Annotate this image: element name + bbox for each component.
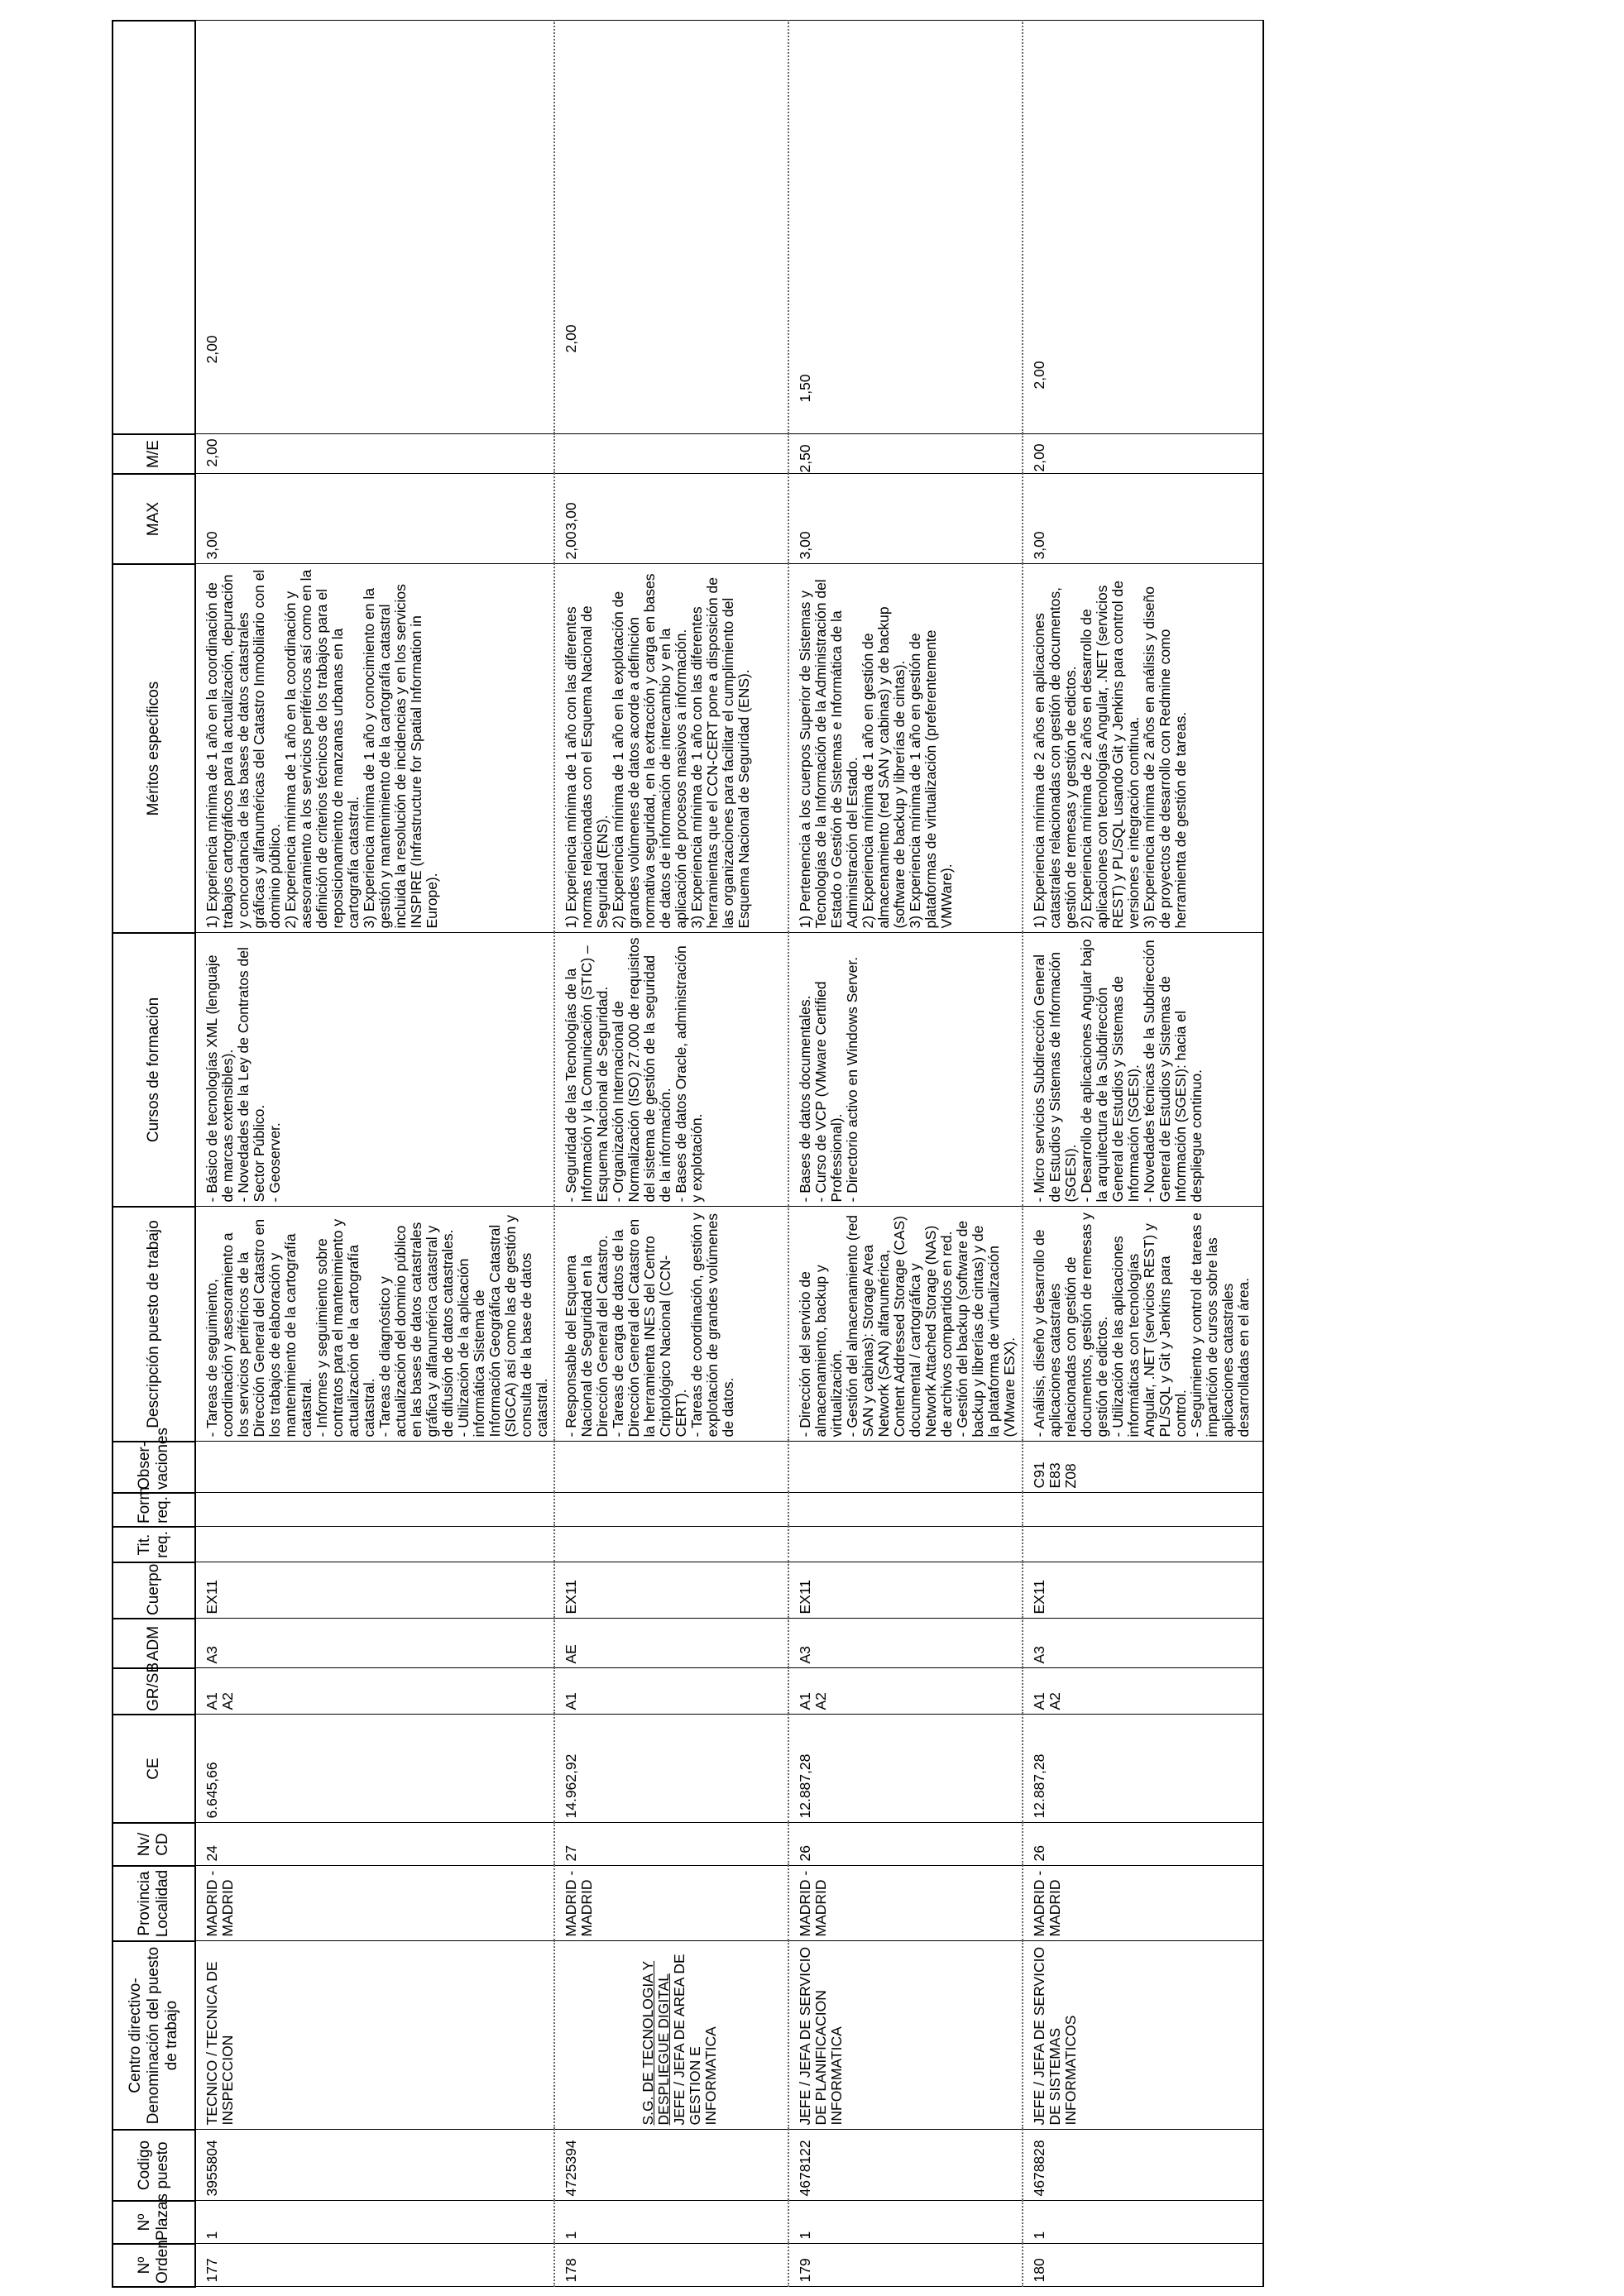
cell-obs: [195, 1442, 554, 1493]
cell-form: [1023, 1493, 1263, 1527]
max-value: 3,00: [797, 531, 813, 560]
cell-obs: C91 E83 Z08: [1023, 1442, 1263, 1493]
header-orden: Nº Orden: [113, 2244, 195, 2287]
cell-form: [195, 1493, 554, 1527]
cell-cuerpo: EX11: [554, 1562, 788, 1619]
cell-tit: [788, 1527, 1023, 1562]
cell-adm: A3: [1023, 1619, 1263, 1668]
cell-obs: [554, 1442, 788, 1493]
cell-desc: - Dirección del servicio de almacenamiento, backup y virtualización. - Gestión del almacenamiento (red SAN y cabinas): Storage Area Network (SAN) alfanumérica, Content Addressed Storage (CAS) documental / cartográfica y Network Attached Storage (NAS) de archivos compartidos en red. - Gestión del backup (software de backup y librerías de cintas) y de la plataforma de virtualización (VMware ESX).: [788, 1207, 1023, 1442]
cell-meritos: 1) Experiencia mínima de 1 año en la coordinación de trabajos cartográficos para la actualización, depuración y concordancia de las bases de datos catastrales gráficas y alfanuméricas del Catastro Inmobiliario con el dominio público. 2) Experiencia mínima de 1 año en la coordinación y asesoramiento a los servicios periféricos así como en la definición de criterios técnicos de los trabajos para el reposicionamiento de manzanas urbanas en la cartografía catastral. 3) Experiencia mínima de 1 año y conocimiento en la gestión y mantenimiento de la cartografía catastral incluida la resolución de incidencias y en los servicios INSPIRE (Infrastructure for Spatial Information in Europe).: [195, 564, 554, 933]
header-ce: CE: [113, 1715, 195, 1823]
header-form: Form. req.: [113, 1493, 195, 1527]
cell-blank: [1023, 21, 1263, 434]
header-provincia: Provincia Localidad: [113, 1866, 195, 1941]
cell-plazas: 1: [554, 2201, 788, 2244]
job-positions-table: [112, 20, 1264, 2288]
header-meritos: Méritos específicos: [113, 564, 195, 933]
header-max: MAX: [113, 474, 195, 564]
puesto-name: JEFE / JEFA DE AREA DE GESTION E INFORMATICA: [671, 1954, 719, 2126]
cell-me: [1023, 434, 1263, 474]
cell-adm: A3: [788, 1619, 1023, 1668]
header-nivel: Nv/ CD: [113, 1823, 195, 1866]
cell-desc: - Tareas de seguimiento, coordinación y asesoramiento a los servicios periféricos de la Dirección General del Catastro en los trabajos de elaboración y mantenimiento de la cartografía catastral. - Informes y seguimiento sobre contratos para el mantenimiento y actualización de la cartografía catastral. - Tareas de diagnóstico y actualización del dominio público en las bases de datos catastrales gráfica y alfanumérica catastral y de difusión de datos catastrales. - Utilización de la aplicación informática Sistema de Información Geográfica Catastral (SIGCA) así como las de gestión y consulta de la base de datos catastral.: [195, 1207, 554, 1442]
table-row: [788, 21, 1023, 2287]
cell-codigo: 4725394: [554, 2130, 788, 2201]
max-value: 3,00: [204, 531, 220, 560]
cell-form: [788, 1493, 1023, 1527]
cell-orden: 177: [195, 2244, 554, 2287]
header-tit: Tit. req.: [113, 1527, 195, 1562]
table-row: [554, 21, 788, 2287]
cell-grsb: A1 A2: [195, 1668, 554, 1715]
puesto-name: JEFE / JEFA DE SERVICIO DE SISTEMAS INFORMATICOS: [1031, 1946, 1079, 2126]
cell-cuerpo: EX11: [195, 1562, 554, 1619]
cell-provincia: MADRID - MADRID: [1023, 1866, 1263, 1941]
cell-provincia: MADRID - MADRID: [195, 1866, 554, 1941]
header-me: M/E: [113, 434, 195, 474]
cell-obs: [788, 1442, 1023, 1493]
cell-cursos: - Bases de datos documentales. - Curso de VCP (VMware Certified Professional). - Directorio activo en Windows Server.: [788, 933, 1023, 1207]
cell-me: [195, 434, 554, 474]
cell-adm: A3: [195, 1619, 554, 1668]
cell-blank: [554, 21, 788, 434]
header-desc: Descripción puesto de trabajo: [113, 1207, 195, 1442]
cell-desc: - Análisis, diseño y desarrollo de aplicaciones catastrales relacionadas con gestión de documentos, gestión de remesas y gestión de edictos. - Utilización de las aplicaciones informáticas con tecnologías Angular, .NET (servicios REST) y PL/SQL y Git y Jenkins para control. - Seguimiento y control de tareas e impartición de cursos sobre las aplicaciones catastrales desarrolladas en el área.: [1023, 1207, 1263, 1442]
cell-meritos: 1) Experiencia mínima de 2 años en aplicaciones catastrales relacionadas con gestión de documentos, gestión de remesas y gestión de edictos. 2) Experiencia mínima de 2 años en desarrollo de aplicaciones con tecnologías Angular, .NET (servicios REST) y PL/SQL usando Git y Jenkins para control de versiones e integración continua. 3) Experiencia mínima de 2 años en análisis y diseño de proyectos de desarrollo con Redmine como herramienta de gestión de tareas.: [1023, 564, 1263, 933]
cell-codigo: 4678122: [788, 2130, 1023, 2201]
cell-me: [788, 434, 1023, 474]
cell-codigo: 3955804: [195, 2130, 554, 2201]
cell-me: [554, 434, 788, 474]
cell-ce: 6.645,66: [195, 1715, 554, 1823]
cell-adm: AE: [554, 1619, 788, 1668]
header-plazas: Nº Plazas: [113, 2201, 195, 2244]
cell-centro: [554, 1941, 788, 2130]
cell-max: 2,00 3,00 2,00: [554, 474, 788, 564]
header-blank: [113, 21, 195, 434]
table-row: [1023, 21, 1263, 2287]
cell-cursos: - Básico de tecnologías XML (lenguaje de marcas extensibles). - Novedades de la Ley de Contratos del Sector Público. - Geoserver.: [195, 933, 554, 1207]
header-obs: Obser- vaciones: [113, 1442, 195, 1493]
cell-cursos: - Seguridad de las Tecnologías de la Información y la Comunicación (STIC) – Esquema Nacional de Seguridad. - Organización Internacional de Normalización (ISO) 27.000 de requisitos del sistema de gestión de la seguridad de la información. - Bases de datos Oracle, administración y explotación.: [554, 933, 788, 1207]
cell-tit: [1023, 1527, 1263, 1562]
cell-nivel: 27: [554, 1823, 788, 1866]
cell-form: [554, 1493, 788, 1527]
cell-plazas: 1: [195, 2201, 554, 2244]
cell-meritos: 1) Experiencia mínima de 1 año con las diferentes normas relacionadas con el Esquema Nacional de Seguridad (ENS). 2) Experiencia mínima de 1 año en la explotación de grandes volúmenes de datos acorde a definición normativa seguridad, en la extracción y carga en bases de datos de información de intercambio y en la aplicación de procesos masivos a información. 3) Experiencia mínima de 1 año con las diferentes herramientas que el CCN-CERT pone a disposición de las organizaciones para facilitar el cumplimiento del Esquema Nacional de Seguridad (ENS).: [554, 564, 788, 933]
cell-centro: [1023, 1941, 1263, 2130]
cell-ce: 14.962,92: [554, 1715, 788, 1823]
cell-ce: 12.887,28: [788, 1715, 1023, 1823]
header-cuerpo: Cuerpo: [113, 1562, 195, 1619]
unit-name: S.G. DE TECNOLOGIA Y DESPLIEGUE DIGITAL: [640, 1960, 672, 2126]
cell-cursos: - Micro servicios Subdirección General de Estudios y Sistemas de Información (SGESI). - Desarrollo de aplicaciones Angular bajo la arquitectura de la Subdirección General de Estudios y Sistemas de Información (SGESI). - Novedades técnicas de la Subdirección General de Estudios y Sistemas de Información (SGESI): hacia el despliegue continuo.: [1023, 933, 1263, 1207]
table-row: [195, 21, 554, 2287]
max-value: 3,00: [1031, 531, 1047, 560]
cell-blank: [788, 21, 1023, 434]
cell-centro: [788, 1941, 1023, 2130]
cell-meritos: 1) Pertenencia a los cuerpos Superior de Sistemas y Tecnologías de la Información de la Administración del Estado o Gestión de Sistemas e Informática de la Administración del Estado. 2) Experiencia mínima de 1 año en gestión de almacenamiento (red SAN y cabinas) y de backup (software de backup y librerías de cintas). 3) Experiencia mínima de 1 año en gestión de plataformas de virtualización (preferentemente VMWare).: [788, 564, 1023, 933]
puesto-name: JEFE / JEFA DE SERVICIO DE PLANIFICACION INFORMATICA: [797, 1946, 845, 2126]
header-centro: Centro directivo- Denominación del puesto de trabajo: [113, 1941, 195, 2130]
cell-nivel: 26: [1023, 1823, 1263, 1866]
puesto-name: TECNICO / TECNICA DE INSPECCION: [204, 1961, 236, 2126]
cell-provincia: MADRID - MADRID: [554, 1866, 788, 1941]
header-row: [113, 21, 195, 2287]
cell-max: 3,00 2,00 2,00: [195, 474, 554, 564]
cell-tit: [554, 1527, 788, 1562]
header-adm: ADM: [113, 1619, 195, 1668]
cell-plazas: 1: [788, 2201, 1023, 2244]
cell-cuerpo: EX11: [788, 1562, 1023, 1619]
header-codigo: Codigo puesto: [113, 2130, 195, 2201]
cell-desc: - Responsable del Esquema Nacional de Seguridad en la Dirección General del Catastro. - Tareas de carga de datos de la Dirección General del Catastro en la herramienta INES del Centro Criptológico Nacional (CCN-CERT). - Tareas de coordinación, gestión y explotación de grandes volúmenes de datos.: [554, 1207, 788, 1442]
header-grsb: GR/SB: [113, 1668, 195, 1715]
cell-provincia: MADRID - MADRID: [788, 1866, 1023, 1941]
header-cursos: Cursos de formación: [113, 933, 195, 1207]
cell-codigo: 4678828: [1023, 2130, 1263, 2201]
cell-grsb: A1 A2: [1023, 1668, 1263, 1715]
cell-ce: 12.887,28: [1023, 1715, 1263, 1823]
cell-orden: 178: [554, 2244, 788, 2287]
cell-max: 3,00 2,00 2,00: [1023, 474, 1263, 564]
cell-max: 3,00 2,50 1,50: [788, 474, 1023, 564]
cell-grsb: A1: [554, 1668, 788, 1715]
cell-grsb: A1 A2: [788, 1668, 1023, 1715]
cell-orden: 180: [1023, 2244, 1263, 2287]
cell-nivel: 26: [788, 1823, 1023, 1866]
cell-cuerpo: EX11: [1023, 1562, 1263, 1619]
cell-tit: [195, 1527, 554, 1562]
max-value: 3,00: [563, 502, 579, 531]
cell-orden: 179: [788, 2244, 1023, 2287]
max-value: 2,00: [563, 531, 579, 560]
cell-blank: [195, 21, 554, 434]
cell-plazas: 1: [1023, 2201, 1263, 2244]
cell-centro: [195, 1941, 554, 2130]
cell-nivel: 24: [195, 1823, 554, 1866]
